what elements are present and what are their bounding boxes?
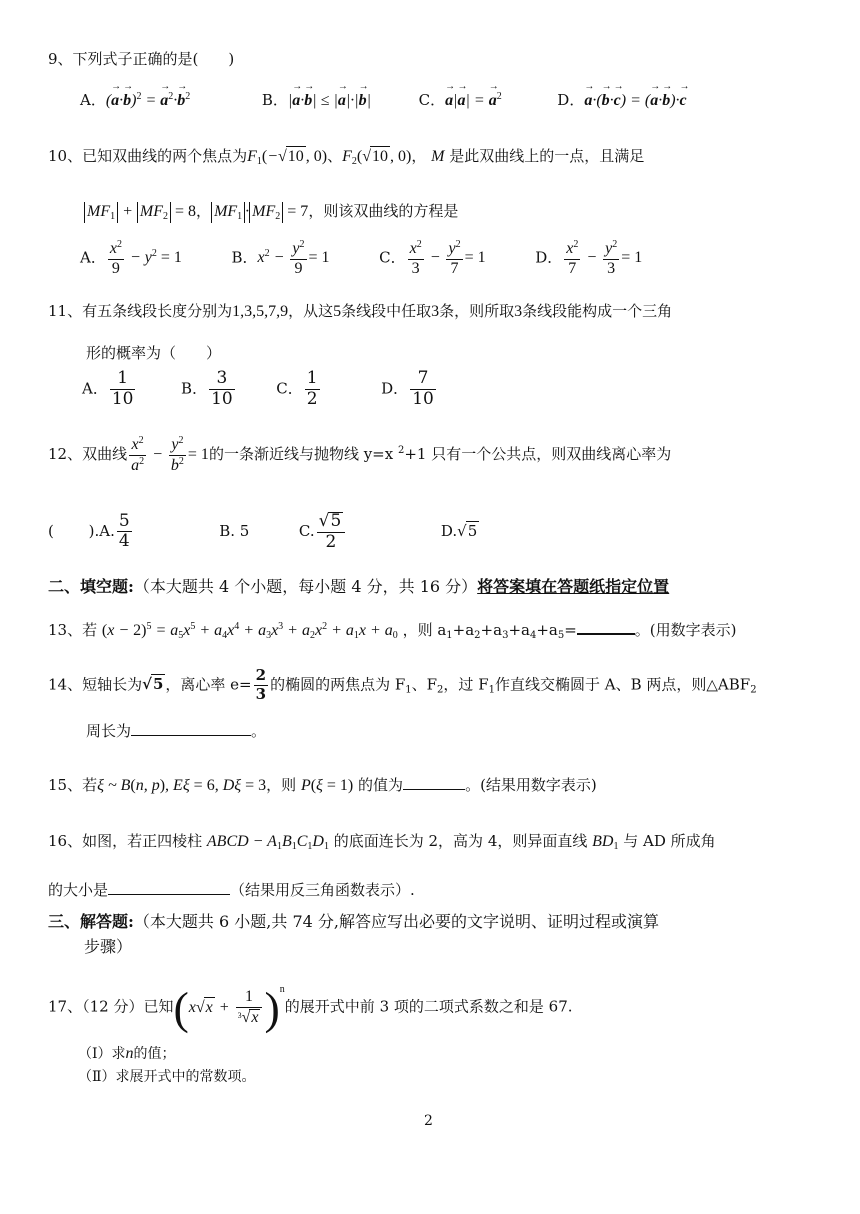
- q11-options: A． $\frac{1}{10}$ B． $\frac{3}{10}$ C． $\frac{1}{2}$ D． $\frac{7}{10}$: [82, 368, 434, 409]
- q9-option-b-label: B．: [261, 91, 288, 109]
- q11-line1: 11、有五条线段长度分别为1,3,5,7,9，从这5条线段中任取3条，则所取3条线段能构成一个三角: [48, 302, 673, 320]
- q17-part-2: （Ⅱ）求展开式中的常数项。: [78, 1069, 256, 1085]
- q17-part-1: （Ⅰ）求n的值；: [78, 1045, 176, 1062]
- q12-line2: ( ).A. $\frac{5}{4}$ B. 5 C. $\frac{√5}{2}$ D.√5: [48, 510, 478, 552]
- q9-option-c-label: C．: [418, 91, 446, 109]
- q9-option-d-label: D．: [557, 91, 585, 109]
- q13: 13、若 $(x - 2)^5 = a_5x^5 + a_4x^4 + a_3x^3 + a_2x^2 + a_1x + a_0$ ，则 $a_1+a_2+a_3+a_4+a_5=$ 。(用数字表示): [48, 621, 737, 641]
- page-number: 2: [424, 1113, 433, 1129]
- section-3-heading-cont: 步骤）: [84, 937, 133, 956]
- q12-line1: 12、双曲线 $\frac{x^2}{a^2}$ − $\frac{y^2}{b^2}$ = 1的一条渐近线与抛物线 y=x $^2$+1 只有一个公共点，则双曲线离心率为: [48, 435, 672, 474]
- q9-options: A．(→ a·→ b)$^2$ = → $a^2\cdot\to b^2$ B．|→ a·→ b| ≤ |→ a|·|→ b| C．→ a|→ a| = → $a^2$ D．→ a·(→ b·→ c) = (→ a·→ b)·→ c: [80, 90, 687, 112]
- q14-line2: 周长为 。: [86, 722, 267, 740]
- section-3-heading: 三、解答题:（本大题共 6 小题,共 74 分,解答应写出必要的文字说明、证明过程或演算: [48, 912, 659, 931]
- q10-line2: $MF_1 + MF_2 = 8$， $MF_1 \cdot MF_2 = 7$，则该双曲线的方程是: [84, 202, 458, 223]
- q17-stem: 17、（12 分）已知(x√x + $\frac{1}{^3√x}$ )$^n$的展开式中前 3 项的二项式系数之和是 67.: [48, 982, 573, 1033]
- q16-line1: 16、如图，若正四棱柱 ABCD − $A_1B_1C_1D_1$ 的底面连长为 2，高为 4，则异面直线 $BD_1$ 与 AD 所成角: [48, 832, 716, 852]
- q11-line2: 形的概率为（ ）: [86, 344, 222, 362]
- q15: 15、若ξ ~ B(n, p), Eξ = 6, Dξ = 3，则 P(ξ = 1) 的值为 。(结果用数字表示): [48, 776, 597, 794]
- q9-stem: 9、下列式子正确的是( ): [48, 50, 235, 68]
- section-2-heading: 二、填空题:（本大题共 4 个小题，每小题 4 分，共 16 分）将答案填在答题纸指定位置: [48, 577, 670, 596]
- q10-options: A． $\frac{x^2}{9}$ − $y^2 = 1$ B．$x^2$ − $\frac{y^2}{9}$ = 1 C． $\frac{x^2}{3}$ − $\frac{y^2}{7}$ = 1 D． $\frac{x^2}{7}$ − $\frac{y^2}{3}$ = 1: [80, 239, 643, 277]
- q9-option-a-label: A．: [80, 91, 106, 109]
- q14-line1: 14、短轴长为√5 ，离心率 e= $\frac{2}{3}$ 的椭圆的两焦点为 $F_1$、$F_2$，过 $F_1$作直线交椭圆于 A、B 两点，则$\triangle ABF_2$: [48, 666, 757, 703]
- q16-line2: 的大小是 （结果用反三角函数表示）.: [48, 881, 415, 899]
- q10-line1: 10、已知双曲线的两个焦点为$F_1(-√10$ , 0)、$F_2(√10$ , 0)， M 是此双曲线上的一点，且满足: [48, 147, 645, 167]
